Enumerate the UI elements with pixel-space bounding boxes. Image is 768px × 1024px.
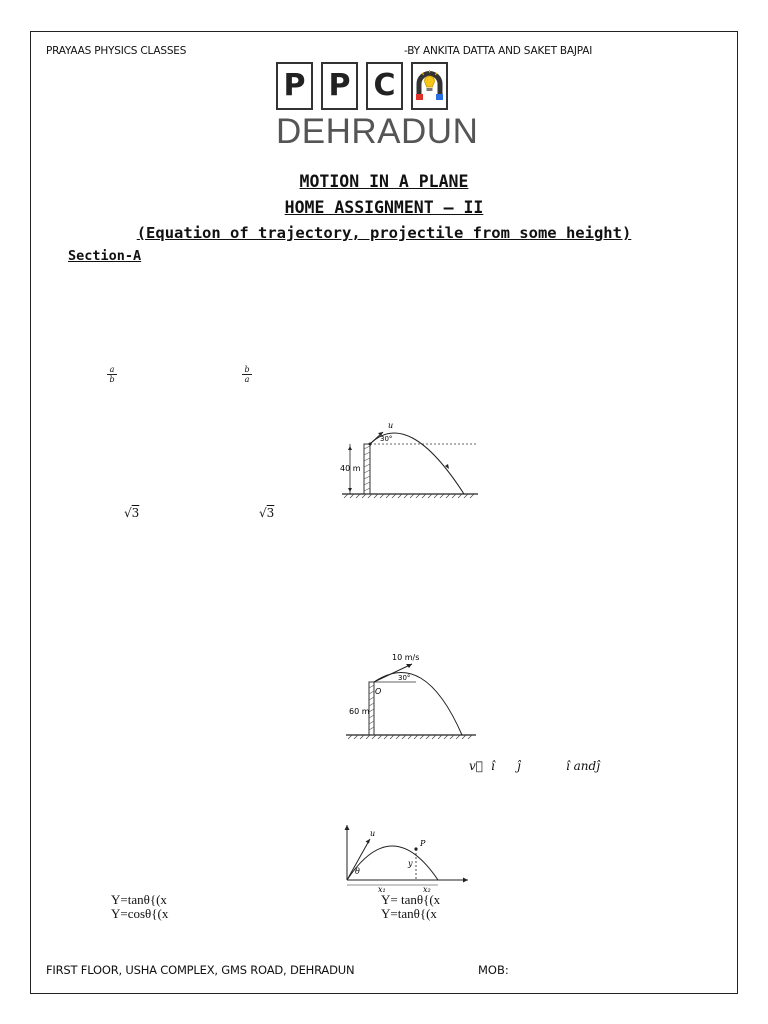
fig3-point-label: P [420, 839, 426, 848]
fig2-speed-label: 10 m/s [392, 653, 420, 662]
q3-unit-i-and-j: î andĵ [566, 759, 600, 773]
fig2-origin-label: O [375, 687, 382, 696]
fig1-speed-label: u [388, 421, 394, 430]
header-institute: PRAYAAS PHYSICS CLASSES [46, 45, 187, 57]
footer-address: FIRST FLOOR, USHA COMPLEX, GMS ROAD, DEHRADUN [46, 963, 355, 977]
fig3-theta-label: θ [355, 867, 360, 876]
q1-option-b-num: b [242, 365, 252, 375]
q1-option-b-den: a [244, 375, 250, 384]
q3-vector-v: v⃗ [469, 759, 483, 773]
q1-option-a [107, 365, 117, 384]
q2-option-b: √3 [259, 506, 275, 520]
q4-option-d: Y=tanθ{(x [381, 906, 437, 921]
fig2-angle-label: 30° [398, 674, 411, 682]
logo-letter-c: C [366, 62, 403, 110]
q1-option-a-den: b [109, 375, 115, 384]
chapter-title: MOTION IN A PLANE [299, 172, 469, 191]
q1-option-b [242, 365, 252, 384]
logo-letter-p2: P [321, 62, 358, 110]
figure-trajectory-point-p [340, 822, 472, 894]
section-heading: Section-A [68, 248, 142, 264]
figure-cliff-40m [338, 419, 480, 501]
q4-option-c: Y=cosθ{(x [111, 906, 169, 921]
fig3-speed-label: u [370, 829, 376, 838]
fig3-x1-label: x₁ [378, 885, 386, 894]
fig1-height-label: 40 m [340, 464, 361, 473]
figure-cliff-60m [344, 650, 478, 742]
q4-option-a: Y=tanθ{(x [111, 892, 167, 907]
topic-subtitle: (Equation of trajectory, projectile from some height) [136, 224, 632, 242]
q3-unit-j: ĵ [517, 759, 521, 773]
logo-letter-p1: P [276, 62, 313, 110]
q3-unit-i: î [491, 759, 495, 773]
assignment-title: HOME ASSIGNMENT – II [284, 198, 484, 217]
q4-option-b: Y= tanθ{(x [381, 892, 441, 907]
q2-option-a: √3 [124, 506, 140, 520]
header-authors: -BY ANKITA DATTA AND SAKET BAJPAI [404, 45, 593, 57]
q1-option-a-num: a [107, 365, 117, 375]
fig3-y-label: y [408, 859, 413, 868]
q2-option-a-root: 3 [131, 506, 140, 520]
q2-option-b-root: 3 [266, 506, 275, 520]
ppc-logo [276, 62, 496, 156]
fig3-x2-label: x₂ [423, 885, 431, 894]
fig1-angle-label: 30° [380, 435, 393, 443]
magnet-bulb-icon [411, 62, 448, 110]
footer-mobile: MOB: [478, 963, 509, 977]
logo-city: DEHRADUN [276, 112, 479, 151]
fig2-height-label: 60 m [349, 707, 370, 716]
